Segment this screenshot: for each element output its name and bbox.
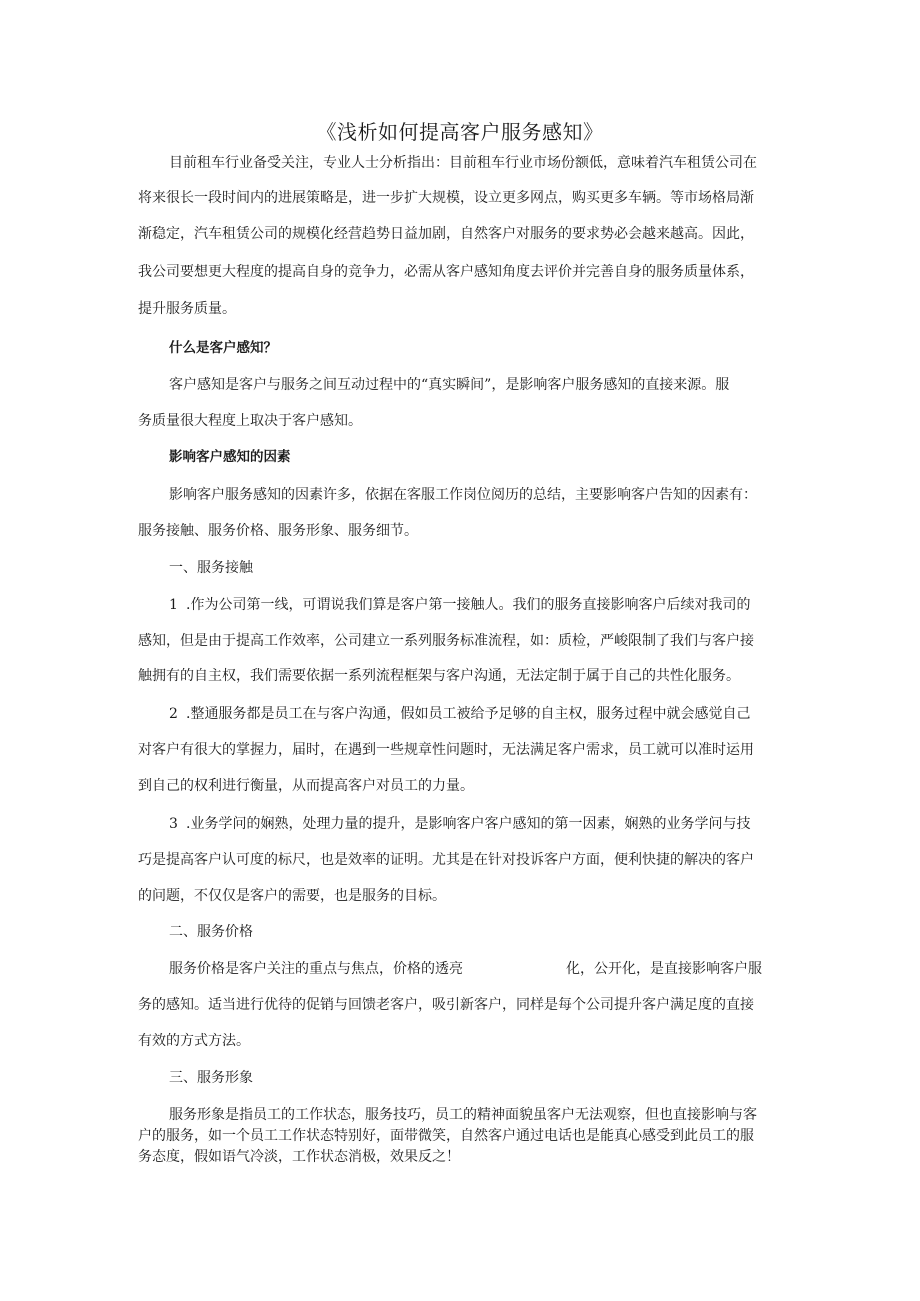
document-title: 《浅析如何提高客户服务感知》 — [316, 120, 604, 144]
section-title-service-image: 三、服务形象 — [169, 1070, 253, 1086]
heading-what-is-perception: 什么是客户感知？ — [169, 340, 277, 356]
item3-line-1: .业务学问的娴熟，处理力量的提升，是影响客户客户感知的第一因素，娴熟的业务学问与技 — [186, 816, 751, 832]
heading-factors: 影响客户感知的因素 — [169, 449, 291, 465]
item1-number: 1 — [169, 597, 178, 613]
item1-line-3: 触拥有的自主权，我们需要依据一系列流程框架与客户沟通，无法定制于属于自己的共性化服务。 — [138, 668, 740, 684]
item1-line-1: .作为公司第一线，可谓说我们算是客户第一接触人。我们的服务直接影响客户后续对我司的 — [186, 597, 751, 613]
item1-line-2: 感知，但是由于提高工作效率，公司建立一系列服务标准流程，如：质检，严峻限制了我们与客户接 — [138, 633, 754, 649]
item2-line-3: 到自己的权利进行衡量，从而提高客户对员工的力量。 — [138, 778, 474, 794]
image-line-2: 户的服务，如一个员工工作状态特别好，面带微笑，自然客户通过电话也是能真心感受到此员工的服 — [138, 1128, 754, 1144]
price-line-1a: 服务价格是客户关注的重点与焦点，价格的透亮 — [169, 961, 463, 977]
intro-line-5: 提升服务质量。 — [138, 301, 236, 317]
item3-line-3: 的问题，不仅仅是客户的需要，也是服务的目标。 — [138, 888, 446, 904]
price-line-3: 有效的方式方法。 — [138, 1033, 250, 1049]
image-line-3: 务态度，假如语气冷淡，工作状态消极，效果反之！ — [138, 1149, 460, 1165]
intro-line-1: 目前租车行业备受关注，专业人士分析指出：目前租车行业市场份额低，意味着汽车租赁公司在 — [169, 155, 757, 171]
intro-line-3: 渐稳定，汽车租赁公司的规模化经营趋势日益加剧，自然客户对服务的要求势必会越来越高。因此， — [138, 226, 754, 242]
item3-line-2: 巧是提高客户认可度的标尺，也是效率的证明。尤其是在针对投诉客户方面，便利快捷的解决的客户 — [138, 852, 754, 868]
intro-line-4: 我公司要想更大程度的提高自身的竞争力，必需从客户感知角度去评价并完善自身的服务质量体系， — [138, 264, 754, 280]
what-line-2: 务质量很大程度上取决于客户感知。 — [138, 413, 362, 429]
intro-line-2: 将来很长一段时间内的进展策略是，进一步扩大规模，设立更多网点，购买更多车辆。等市场格局渐 — [138, 190, 754, 206]
item2-number: 2 — [169, 706, 178, 722]
price-line-2: 务的感知。适当进行优待的促销与回馈老客户，吸引新客户，同样是每个公司提升客户满足度的直接 — [138, 997, 754, 1013]
section-title-service-contact: 一、服务接触 — [169, 560, 253, 576]
image-line-1: 服务形象是指员工的工作状态，服务技巧，员工的精神面貌虽客户无法观察，但也直接影响与客 — [169, 1107, 757, 1123]
what-line-1: 客户感知是客户与服务之间互动过程中的“真实瞬间”，是影响客户服务感知的直接来源。服 — [169, 377, 730, 393]
item3-number: 3 — [169, 816, 178, 832]
item2-line-2: 对客户有很大的掌握力，届时，在遇到一些规章性问题时，无法满足客户需求，员工就可以准时运用 — [138, 742, 754, 758]
factors-line-1: 影响客户服务感知的因素许多，依据在客服工作岗位阅历的总结，主要影响客户告知的因素有： — [169, 487, 757, 503]
item2-line-1: .整通服务都是员工在与客户沟通，假如员工被给予足够的自主权，服务过程中就会感觉自己 — [186, 706, 751, 722]
section-title-service-price: 二、服务价格 — [169, 924, 253, 940]
price-line-1b: 化，公开化，是直接影响客户服 — [566, 961, 762, 977]
factors-line-2: 服务接触、服务价格、服务形象、服务细节。 — [138, 523, 418, 539]
